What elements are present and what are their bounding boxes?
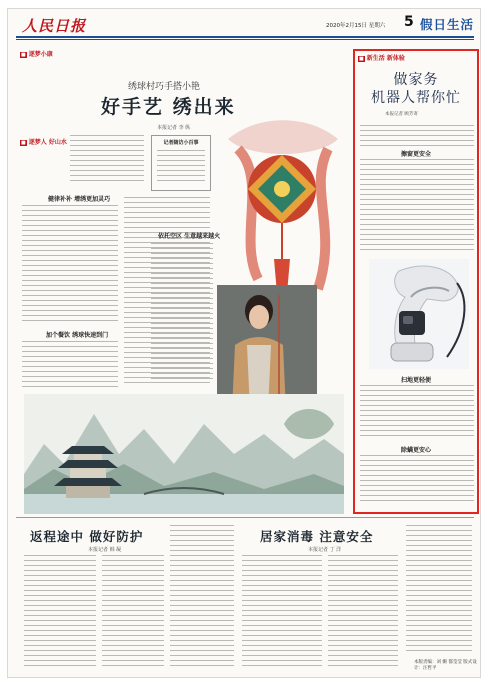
bottom-right-byline: 本报记者 丁 洋: [308, 547, 342, 553]
bottom-left-col3: [170, 525, 234, 671]
feature-body-col3: [151, 243, 213, 383]
feature-headline: 好手艺 绣出来: [101, 96, 236, 118]
karst-landscape-illustration: [24, 394, 344, 514]
bottom-right-headline: 居家消毒 注意安全: [260, 529, 374, 544]
tag-mark-icon: ■: [21, 52, 26, 58]
panel-subhead-3: 除螨更安心: [400, 447, 431, 454]
section-title: 假日生活: [420, 17, 475, 32]
sidebar-box: [151, 135, 211, 191]
sidebar-box-title: 记者随访小百事: [163, 140, 199, 146]
bottom-section-rule: [16, 517, 474, 518]
panel-body-3: [360, 455, 474, 509]
page-number: 5: [404, 14, 414, 30]
feature-subhead-3: 加个餐饮 绣球快速到门: [46, 332, 109, 339]
bottom-left-byline: 本报记者 韩 凝: [88, 547, 122, 553]
column-tag-mid-label: 逐梦人 好山水: [28, 139, 67, 146]
sidebar-box-text: [157, 150, 205, 186]
feature-byline: 本报记者 李 纵: [157, 125, 191, 131]
embroidered-ball-illustration: [218, 119, 346, 309]
feature-body-col1: [22, 205, 118, 325]
feature-body-col1b: [22, 341, 118, 389]
panel-subhead-1: 擦窗更安全: [400, 151, 431, 158]
panel-body-2: [360, 385, 474, 443]
panel-tag: [358, 53, 405, 62]
panel-title-line1: 做家务: [393, 72, 439, 88]
newspaper-page: [7, 8, 481, 678]
bottom-right-col3: [406, 525, 472, 653]
bottom-right-col2: [328, 555, 398, 671]
panel-tag-label: 新生活 新体验: [366, 55, 405, 62]
panel-title-line2: 机器人帮你忙: [371, 90, 461, 106]
panel-body-1: [360, 159, 474, 255]
feature-intro-text: [70, 135, 144, 185]
feature-subhead-1: 健律补补 增绣更加灵巧: [48, 196, 111, 203]
page-footer-credits: 本版责编：刘 姗 都莹莹 版式设计：汪哲平: [414, 660, 477, 671]
newspaper-logo: 人民日报: [22, 17, 87, 35]
column-tag-mid: [20, 137, 67, 146]
panel-intro-text: [360, 125, 474, 147]
bottom-right-col1: [242, 555, 322, 671]
bottom-left-headline: 返程途中 做好防护: [30, 529, 144, 544]
masthead-rule: [16, 36, 474, 38]
column-tag-label: 逐梦小康: [28, 51, 53, 58]
robot-feature-panel: [353, 49, 479, 514]
column-tag-top: [20, 49, 53, 58]
handheld-mite-vacuum-photo: [369, 259, 469, 369]
panel-subhead-2: 扫地更轻便: [400, 377, 431, 384]
issue-date: 2020年2月15日 星期六: [326, 23, 386, 29]
tag-mark-icon: ■: [21, 140, 26, 146]
feature-subhead-2: 依托空区 生意越来越火: [158, 233, 221, 240]
panel-byline: 本报记者 顾芳寄: [385, 112, 418, 117]
feature-kicker: 绣球村巧手搭小艳: [128, 82, 201, 92]
masthead-rule-thin: [16, 39, 474, 40]
bottom-left-col1: [24, 555, 96, 671]
bottom-left-col2: [102, 555, 164, 671]
tag-mark-icon: ■: [359, 56, 364, 62]
